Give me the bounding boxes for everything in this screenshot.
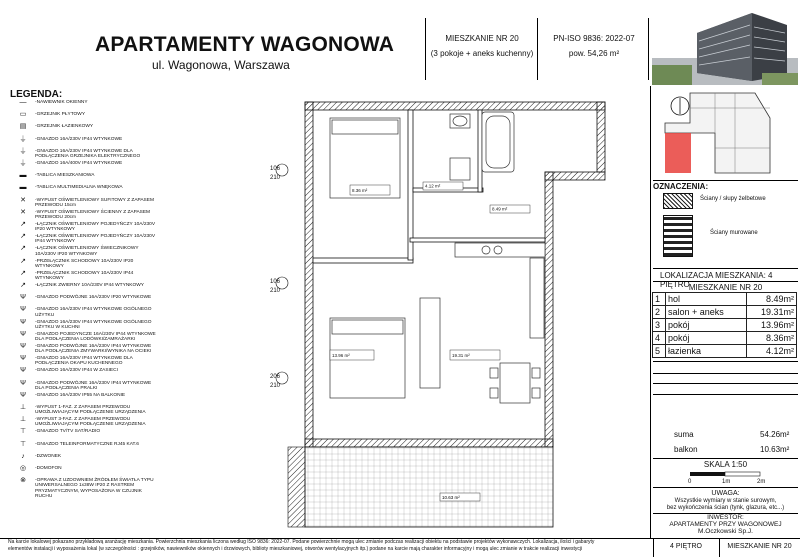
legend-symbol-icon: ⊤ [19, 428, 27, 436]
level-label-1: 106 [270, 166, 281, 172]
svg-text:4.12 m²: 4.12 m² [425, 183, 441, 189]
legend-symbol-icon: ↗ [20, 282, 26, 289]
bathroom [450, 112, 514, 180]
legend-symbol-icon: ↗ [20, 233, 26, 241]
legend-symbol-icon: ▬ [19, 172, 27, 180]
room-area: 8.49m² [746, 293, 796, 306]
legend-text: -ŁĄCZNIK OŚWIETLENIOWY POJEDYŃCZY 10A/230V IP20 WTYNKOWY [35, 222, 156, 233]
level-label-3: 206 [270, 374, 281, 380]
balcony-label: balkon [674, 445, 698, 454]
elev-label-3: 210 [270, 383, 281, 389]
room-number: 5 [653, 345, 666, 358]
legend-symbol-icon: ⊥ [19, 404, 27, 411]
scale-label: SKALA 1:50 [703, 460, 748, 469]
legend-text: -ŁĄCZNIK OŚWIETLENIOWY ŚWIECZNIKOWY 10A/230V IP20 WTYNKOWY [35, 246, 139, 257]
area-standard: PN-ISO 9836: 2022-07 [553, 34, 635, 43]
legend-symbol-icon: ▬ [19, 184, 27, 192]
total-area: pow. 54,26 m² [568, 49, 620, 58]
legend-text: -GNIAZDO PODWÓJNE 16A/230V IP20 WTYNKOWE [35, 295, 152, 301]
key-plan [660, 88, 774, 178]
legend-text: -GNIAZDO POJEDYNCZE 16A/230V IP44 WTYNKOWE DLA PODŁĄCZENIA LODÓWKI/ZAMRAŻARKI [35, 331, 156, 342]
svg-text:19.31 m²: 19.31 m² [452, 353, 470, 358]
room-area: 19.31m² [746, 306, 796, 319]
room-area: 4.12m² [746, 345, 796, 358]
legend-text: -OPRAWA Z UZDOWNIEM ŻRÓDŁEM ŚWIATŁA TYPU UNIWERSALNEGO 1x38W IP20 Z RASTREM PRYZMATYCZNYM, WYPOSAŻONA W CZUJNIK RUCHU [35, 478, 154, 499]
concrete-swatch [663, 193, 693, 209]
legend-text: -GNIAZDO 16A/230V IP44 WTYNKOWE OGÓLNEGO UŻYTKU W KUCHNI [35, 319, 152, 330]
legend-symbol-icon: ⊤ [19, 440, 27, 448]
legend-text: -DZWONEK [35, 453, 62, 459]
legend-symbol-icon: Ψ [20, 330, 26, 338]
legend-symbol-icon: ⏚ [19, 147, 27, 155]
legend-text: -ŁĄCZNIK ZWIERNY 10A/230V IP44 WTYNKOWY [35, 283, 144, 288]
legend-title: LEGENDA: [10, 89, 63, 100]
legend-symbol-icon: Ψ [20, 318, 26, 326]
building-image [652, 3, 798, 85]
divider [653, 180, 798, 181]
investor-name: APARTAMENTY PRZY WAGONOWEJ [669, 521, 782, 528]
legend-text: -DOMOFON [35, 466, 62, 471]
svg-text:13.96 m²: 13.96 m² [332, 353, 350, 358]
project-title: APARTAMENTY WAGONOWA [95, 33, 395, 56]
room-area: 13.96m² [746, 319, 796, 332]
legend-text: -GNIAZDO PODWÓJNE 16A/230V IP44 WTYNKOWE DLA PODŁĄCZENIA ZMYWARKI/WYNIKA NA OCIEKI [35, 344, 152, 355]
room-number: 3 [653, 319, 666, 332]
note-text-1: Wszystkie wymiary w stanie surowym, [674, 498, 777, 504]
legend-symbol-icon: ♪ [21, 452, 25, 460]
legend-symbol-icon: ⏚ [19, 135, 27, 143]
room-number: 4 [653, 332, 666, 345]
header-divider-v1 [425, 18, 426, 80]
legend-text: -GNIAZDO 16A/230V IP44 WTYNKOWE OGÓLNEGO UŻYTKU [35, 307, 152, 318]
rooms-table [652, 292, 797, 358]
room-name: pokój [666, 332, 747, 345]
room-name: hol [666, 293, 747, 306]
legend-text: -GNIAZDO 16A/400V IP44 WTYNKOWE [35, 161, 123, 166]
legend-symbol-icon: ⊗ [20, 477, 26, 485]
investor-title: INWESTOR: [707, 514, 744, 521]
legend-symbol-icon: Ψ [20, 294, 26, 302]
legend-text: -GNIAZDO 16A/230V IP44 W ZASIECI [35, 368, 118, 374]
footer-note-2: elementów instalacji i wyposażenia lokal (w szczególności : grzejników, nawiewników okiennych i drzwiowych, biblioty mieszkaniowej, otworów wentylacyjnych itp.) podane na karcie mają charakter informacyjny i mogą ulec zmianie w trakcie realizacji inwestycji [8, 546, 583, 552]
scale-tick-1: 1m [722, 479, 731, 485]
elev-label-1: 210 [270, 175, 281, 181]
legend-text: -WYPUST 3-FAZ. Z ZAPASEM PRZEWODU UMOŻLIWIAJĄCYM PODŁĄCZENIE URZĄDZENIA [35, 417, 146, 428]
legend-symbol-icon: Ψ [20, 355, 26, 363]
legend-text: -GNIAZDO 16A/230V IP44 WTYNKOWE DLA PODŁĄCZENIA OKAPU KUCHENNEGO [35, 356, 133, 367]
legend-symbol-icon: Ψ [20, 306, 26, 314]
apartment-footer: MIESZKANIE NR 20 [727, 543, 792, 550]
concrete-label: Ściany / słupy żelbetowe [700, 196, 766, 202]
header-divider-v3 [648, 18, 649, 80]
svg-text:10.63 m²: 10.63 m² [442, 495, 460, 500]
apartment-description: (3 pokoje + aneks kuchenny) [430, 49, 534, 58]
apartment-label: MIESZKANIE NR 20 [688, 283, 763, 292]
divider [653, 281, 798, 282]
legend-text: -WYPUST 1-FAZ. Z ZAPASEM PRZEWODU UMOŻLIWIAJĄCYM PODŁĄCZENIE URZĄDZENIA [35, 405, 146, 416]
legend-symbol-icon: ⏚ [19, 160, 27, 167]
room-row [653, 306, 797, 319]
markings-title: OZNACZENIA: [653, 182, 709, 191]
legend-text: -GNIAZDO TELEINFORMATYCZNE RJ45 KAT.6 [35, 441, 139, 447]
legend-symbol-icon: Ψ [20, 379, 26, 387]
legend-text: -GRZEJNIK PŁYTOWY [35, 112, 86, 118]
room-name: łazienka [666, 345, 747, 358]
level-markers [276, 164, 288, 384]
masonry-label: Ściany murowane [710, 230, 758, 236]
divider [653, 458, 798, 459]
scale-bar [690, 471, 770, 479]
elev-label-2: 210 [270, 288, 281, 294]
room-name: salon + aneks [666, 306, 747, 319]
balcony [305, 447, 553, 527]
legend-text: -ŁĄCZNIK OŚWIETLENIOWY POJEDYŃCZY 10A/230V IP44 WTYNKOWY [35, 234, 156, 245]
note-text-2: bez wykończenia ścian (tynk, glazura, etc...) [666, 505, 785, 511]
legend-symbol-icon: ↗ [20, 221, 26, 228]
legend-symbol-icon: ↗ [20, 269, 26, 277]
legend-text: -GNIAZDO PODWÓJNE 16A/230V IP44 WTYNKOWE DLA PODŁĄCZENIA PRALKI [35, 380, 152, 391]
legend-text: -PRZEŁĄCZNIK SCHODOWY 10A/230V IP20 WTYNKOWY [35, 258, 134, 269]
legend-symbol-icon: ⊥ [19, 416, 27, 424]
legend-text: -TABLICA MIESZKANIOWA [35, 173, 95, 179]
divider [653, 268, 798, 269]
room-row [653, 293, 797, 306]
legend-symbol-icon: Ψ [20, 391, 26, 399]
floor-plan [260, 88, 650, 538]
legend-text: -GNIAZDO 16A/230V IP55 NA BALKONIE [35, 392, 126, 398]
room-name: pokój [666, 319, 747, 332]
empty-row [653, 383, 798, 395]
apartment-number: MIESZKANIE NR 20 [445, 34, 519, 43]
header [0, 0, 800, 86]
floor-label: 4 PIĘTRO [670, 543, 702, 550]
legend-symbol-icon: ▭ [19, 111, 27, 119]
legend-symbol-icon: ✕ [20, 208, 26, 216]
room-row [653, 319, 797, 332]
room-number: 2 [653, 306, 666, 319]
legend-text: -GRZEJNIK ŁAZIENKOWY [35, 124, 94, 130]
level-label-2: 106 [270, 279, 281, 285]
legend-text: -GNIAZDO 16A/230V IP44 WTYNKOWE DLA PODŁĄCZENIA GRZEJNIKA ELEKTRYCZNEGO [35, 148, 141, 159]
legend-symbol-icon: Ψ [20, 343, 26, 350]
sum-value: 54.26m² [760, 430, 790, 439]
masonry-swatch [663, 215, 693, 257]
legend-text: -PRZEŁĄCZNIK SCHODOWY 10A/230V IP44 WTYNKOWY [35, 270, 134, 281]
investor-company: M.Oczkowski Sp.J. [698, 528, 753, 535]
balcony-wall [288, 447, 305, 527]
legend-text: -GNIAZDO TV/TV SAT/RADIO [35, 429, 101, 435]
room-area: 8.36m² [746, 332, 796, 345]
legend-text: -WYPUST OŚWIETLENIOWY ŚCIENNY Z ZAPASEM PRZEWODU 20cm [35, 209, 151, 220]
svg-text:8.36 m²: 8.36 m² [352, 188, 368, 193]
legend-text: -TABLICA MULTIMEDIALNA WNĘKOWA [35, 185, 123, 191]
legend-symbol-icon: ✕ [20, 196, 26, 204]
legend-symbol-icon: Ψ [20, 367, 26, 375]
room-row [653, 345, 797, 358]
legend-symbol-icon: ▤ [19, 123, 27, 131]
location-label: LOKALIZACJA MIESZKANIA: 4 PIĘTRO [660, 271, 773, 289]
svg-text:8.49 m²: 8.49 m² [492, 206, 508, 212]
header-divider-v2 [537, 18, 538, 80]
footer-note-1: Na karcie lokalowej pokazano przykładową aranżację mieszkania. Powierzchnia mieszkania liczona według ISO 9836: 2022-07. Podane powierzchnie mogą ulec zmianie podczas realizacji obiektu na podstawie projektów wykonawczych. Lokalizacja, ilości i gabaryty [8, 539, 595, 545]
scale-tick-0: 0 [688, 479, 692, 485]
legend-symbol-icon: ↗ [20, 245, 26, 253]
legend-text: -WYPUST OŚWIETLENIOWY SUFITOWY Z ZAPASEM PRZEWODU 15cm [35, 197, 154, 208]
sum-label: suma [674, 430, 694, 439]
room-row [653, 332, 797, 345]
legend-text: -GNIAZDO 16A/230V IP44 WTYNKOWE [35, 136, 123, 142]
legend-symbol-icon: — [19, 99, 27, 106]
note-title: UWAGA: [711, 490, 740, 497]
scale-tick-2: 2m [757, 479, 766, 485]
legend-symbol-icon: ◎ [19, 465, 27, 472]
balcony-value: 10.63m² [760, 445, 790, 454]
legend-symbol-icon: ↗ [20, 257, 26, 265]
divider [653, 487, 798, 488]
project-address: ul. Wagonowa, Warszawa [152, 58, 290, 72]
room-number: 1 [653, 293, 666, 306]
legend-text: -NAWIEWNIK OKIENNY [35, 100, 88, 105]
